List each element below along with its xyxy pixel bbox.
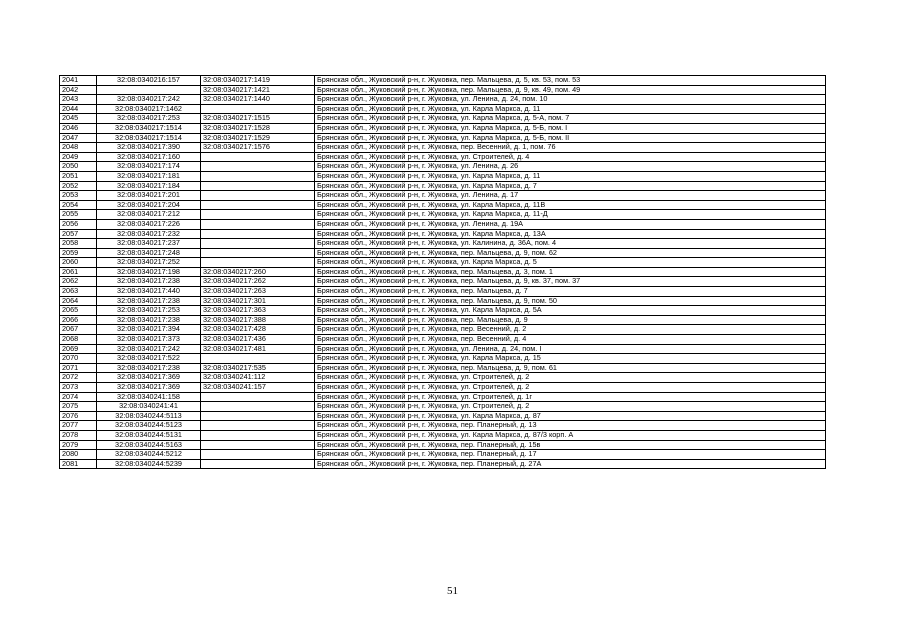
- row-number-cell: 2061: [60, 267, 97, 277]
- cadastral-number-cell: [201, 392, 315, 402]
- table-row: [60, 114, 826, 124]
- table-row: [60, 421, 826, 431]
- parent-cadastral-number-cell: [97, 85, 201, 95]
- cadastral-number-cell: [201, 450, 315, 460]
- table-row: [60, 392, 826, 402]
- table-row: [60, 76, 826, 86]
- row-number-cell: 2067: [60, 325, 97, 335]
- cadastral-number-cell: [201, 402, 315, 412]
- table-row: [60, 335, 826, 345]
- table-row: [60, 430, 826, 440]
- cadastral-number-cell: [201, 152, 315, 162]
- cadastral-number-cell: 32:08:0340217:301: [201, 296, 315, 306]
- row-number-cell: 2065: [60, 306, 97, 316]
- cadastral-number-cell: 32:08:0340217:1528: [201, 123, 315, 133]
- cadastral-number-cell: [201, 239, 315, 249]
- cadastral-number-cell: [201, 191, 315, 201]
- cadastral-number-cell: 32:08:0340217:1421: [201, 85, 315, 95]
- table-row: [60, 162, 826, 172]
- register-table-body: [60, 76, 826, 469]
- row-number-cell: 2073: [60, 383, 97, 393]
- cadastral-number-cell: 32:08:0340217:262: [201, 277, 315, 287]
- parent-cadastral-number-cell: 32:08:0340217:238: [97, 277, 201, 287]
- address-cell: Брянская обл., Жуковский р-н, г. Жуковка, ул. Строителей, д. 2: [315, 373, 826, 383]
- table-row: [60, 104, 826, 114]
- parent-cadastral-number-cell: 32:08:0340244:5123: [97, 421, 201, 431]
- cadastral-number-cell: 32:08:0340217:263: [201, 287, 315, 297]
- table-row: [60, 219, 826, 229]
- cadastral-number-cell: 32:08:0340217:388: [201, 315, 315, 325]
- cadastral-number-cell: [201, 171, 315, 181]
- table-row: [60, 344, 826, 354]
- table-row: [60, 402, 826, 412]
- cadastral-number-cell: [201, 200, 315, 210]
- table-row: [60, 296, 826, 306]
- table-row: [60, 181, 826, 191]
- row-number-cell: 2075: [60, 402, 97, 412]
- cadastral-number-cell: 32:08:0340217:428: [201, 325, 315, 335]
- address-cell: Брянская обл., Жуковский р-н, г. Жуковка, ул. Ленина, д. 24, пом. I: [315, 344, 826, 354]
- row-number-cell: 2054: [60, 200, 97, 210]
- parent-cadastral-number-cell: 32:08:0340217:238: [97, 296, 201, 306]
- cadastral-number-cell: [201, 411, 315, 421]
- table-row: [60, 133, 826, 143]
- table-row: [60, 229, 826, 239]
- table-row: [60, 287, 826, 297]
- table-row: [60, 191, 826, 201]
- parent-cadastral-number-cell: 32:08:0340217:198: [97, 267, 201, 277]
- address-cell: Брянская обл., Жуковский р-н, г. Жуковка, ул. Строителей, д. 2: [315, 402, 826, 412]
- address-cell: Брянская обл., Жуковский р-н, г. Жуковка, пер. Мальцева, д. 9: [315, 315, 826, 325]
- parent-cadastral-number-cell: 32:08:0340217:232: [97, 229, 201, 239]
- address-cell: Брянская обл., Жуковский р-н, г. Жуковка, пер. Мальцева, д. 9, пом. 50: [315, 296, 826, 306]
- cadastral-number-cell: 32:08:0340217:1529: [201, 133, 315, 143]
- cadastral-number-cell: 32:08:0340217:260: [201, 267, 315, 277]
- parent-cadastral-number-cell: 32:08:0340217:204: [97, 200, 201, 210]
- row-number-cell: 2078: [60, 430, 97, 440]
- table-row: [60, 200, 826, 210]
- row-number-cell: 2059: [60, 248, 97, 258]
- parent-cadastral-number-cell: 32:08:0340244:5239: [97, 459, 201, 469]
- cadastral-number-cell: 32:08:0340217:1515: [201, 114, 315, 124]
- table-row: [60, 325, 826, 335]
- parent-cadastral-number-cell: 32:08:0340241:41: [97, 402, 201, 412]
- cadastral-number-cell: [201, 258, 315, 268]
- parent-cadastral-number-cell: 32:08:0340217:390: [97, 143, 201, 153]
- table-row: [60, 239, 826, 249]
- table-row: [60, 258, 826, 268]
- table-row: [60, 354, 826, 364]
- parent-cadastral-number-cell: 32:08:0340217:253: [97, 306, 201, 316]
- row-number-cell: 2056: [60, 219, 97, 229]
- address-cell: Брянская обл., Жуковский р-н, г. Жуковка, пер. Планерный, д. 15в: [315, 440, 826, 450]
- cadastral-number-cell: [201, 248, 315, 258]
- row-number-cell: 2045: [60, 114, 97, 124]
- row-number-cell: 2062: [60, 277, 97, 287]
- page-number: 51: [447, 585, 458, 597]
- row-number-cell: 2068: [60, 335, 97, 345]
- address-cell: Брянская обл., Жуковский р-н, г. Жуковка, пер. Мальцева, д. 7: [315, 287, 826, 297]
- address-cell: Брянская обл., Жуковский р-н, г. Жуковка, ул. Карла Маркса, д. 5: [315, 258, 826, 268]
- cadastral-number-cell: [201, 354, 315, 364]
- row-number-cell: 2042: [60, 85, 97, 95]
- cadastral-number-cell: 32:08:0340217:363: [201, 306, 315, 316]
- parent-cadastral-number-cell: 32:08:0340217:237: [97, 239, 201, 249]
- address-cell: Брянская обл., Жуковский р-н, г. Жуковка, ул. Строителей, д. 1г: [315, 392, 826, 402]
- cadastral-number-cell: 32:08:0340217:1576: [201, 143, 315, 153]
- row-number-cell: 2041: [60, 76, 97, 86]
- row-number-cell: 2077: [60, 421, 97, 431]
- cadastral-number-cell: [201, 229, 315, 239]
- parent-cadastral-number-cell: 32:08:0340217:1462: [97, 104, 201, 114]
- cadastral-number-cell: 32:08:0340217:535: [201, 363, 315, 373]
- table-row: [60, 123, 826, 133]
- parent-cadastral-number-cell: 32:08:0340217:1514: [97, 123, 201, 133]
- cadastral-number-cell: [201, 104, 315, 114]
- address-cell: Брянская обл., Жуковский р-н, г. Жуковка, ул. Ленина, д. 19А: [315, 219, 826, 229]
- table-row: [60, 450, 826, 460]
- address-cell: Брянская обл., Жуковский р-н, г. Жуковка, пер. Мальцева, д. 9, кв. 49, пом. 49: [315, 85, 826, 95]
- cadastral-number-cell: [201, 430, 315, 440]
- parent-cadastral-number-cell: 32:08:0340217:226: [97, 219, 201, 229]
- cadastral-number-cell: [201, 210, 315, 220]
- address-cell: Брянская обл., Жуковский р-н, г. Жуковка, ул. Карла Маркса, д. 15: [315, 354, 826, 364]
- table-row: [60, 248, 826, 258]
- table-row: [60, 95, 826, 105]
- parent-cadastral-number-cell: 32:08:0340217:253: [97, 114, 201, 124]
- address-cell: Брянская обл., Жуковский р-н, г. Жуковка, ул. Карла Маркса, д. 11: [315, 104, 826, 114]
- address-cell: Брянская обл., Жуковский р-н, г. Жуковка, ул. Карла Маркса, д. 5-Б, пом. I: [315, 123, 826, 133]
- cadastral-number-cell: [201, 421, 315, 431]
- address-cell: Брянская обл., Жуковский р-н, г. Жуковка, ул. Карла Маркса, д. 11В: [315, 200, 826, 210]
- address-cell: Брянская обл., Жуковский р-н, г. Жуковка, ул. Строителей, д. 2: [315, 383, 826, 393]
- row-number-cell: 2064: [60, 296, 97, 306]
- row-number-cell: 2071: [60, 363, 97, 373]
- table-row: [60, 459, 826, 469]
- table-row: [60, 277, 826, 287]
- address-cell: Брянская обл., Жуковский р-н, г. Жуковка, ул. Карла Маркса, д. 11-Д: [315, 210, 826, 220]
- address-cell: Брянская обл., Жуковский р-н, г. Жуковка, ул. Калинина, д. 36А, пом. 4: [315, 239, 826, 249]
- parent-cadastral-number-cell: 32:08:0340217:394: [97, 325, 201, 335]
- row-number-cell: 2051: [60, 171, 97, 181]
- row-number-cell: 2055: [60, 210, 97, 220]
- cadastral-number-cell: 32:08:0340217:1440: [201, 95, 315, 105]
- row-number-cell: 2074: [60, 392, 97, 402]
- row-number-cell: 2048: [60, 143, 97, 153]
- address-cell: Брянская обл., Жуковский р-н, г. Жуковка, пер. Весенний, д. 4: [315, 335, 826, 345]
- cadastral-number-cell: [201, 459, 315, 469]
- parent-cadastral-number-cell: 32:08:0340217:373: [97, 335, 201, 345]
- parent-cadastral-number-cell: 32:08:0340241:158: [97, 392, 201, 402]
- address-cell: Брянская обл., Жуковский р-н, г. Жуковка, ул. Ленина, д. 26: [315, 162, 826, 172]
- cadastral-number-cell: 32:08:0340217:1419: [201, 76, 315, 86]
- address-cell: Брянская обл., Жуковский р-н, г. Жуковка, пер. Мальцева, д. 3, пом. 1: [315, 267, 826, 277]
- table-row: [60, 315, 826, 325]
- address-cell: Брянская обл., Жуковский р-н, г. Жуковка, ул. Карла Маркса, д. 11: [315, 171, 826, 181]
- cadastral-number-cell: [201, 181, 315, 191]
- parent-cadastral-number-cell: 32:08:0340217:238: [97, 315, 201, 325]
- row-number-cell: 2046: [60, 123, 97, 133]
- address-cell: Брянская обл., Жуковский р-н, г. Жуковка, ул. Карла Маркса, д. 13А: [315, 229, 826, 239]
- address-cell: Брянская обл., Жуковский р-н, г. Жуковка, ул. Карла Маркса, д. 5-Б, пом. II: [315, 133, 826, 143]
- row-number-cell: 2052: [60, 181, 97, 191]
- table-row: [60, 411, 826, 421]
- cadastral-number-cell: 32:08:0340217:481: [201, 344, 315, 354]
- row-number-cell: 2043: [60, 95, 97, 105]
- parent-cadastral-number-cell: 32:08:0340217:242: [97, 344, 201, 354]
- table-row: [60, 152, 826, 162]
- parent-cadastral-number-cell: 32:08:0340216:157: [97, 76, 201, 86]
- address-cell: Брянская обл., Жуковский р-н, г. Жуковка, пер. Весенний, д. 1, пом. 76: [315, 143, 826, 153]
- parent-cadastral-number-cell: 32:08:0340244:5163: [97, 440, 201, 450]
- table-row: [60, 171, 826, 181]
- row-number-cell: 2076: [60, 411, 97, 421]
- parent-cadastral-number-cell: 32:08:0340217:201: [97, 191, 201, 201]
- parent-cadastral-number-cell: 32:08:0340217:252: [97, 258, 201, 268]
- row-number-cell: 2050: [60, 162, 97, 172]
- address-cell: Брянская обл., Жуковский р-н, г. Жуковка, ул. Карла Маркса, д. 87/3 корп. А: [315, 430, 826, 440]
- row-number-cell: 2081: [60, 459, 97, 469]
- parent-cadastral-number-cell: 32:08:0340217:242: [97, 95, 201, 105]
- table-row: [60, 383, 826, 393]
- table-row: [60, 210, 826, 220]
- parent-cadastral-number-cell: 32:08:0340217:184: [97, 181, 201, 191]
- row-number-cell: 2057: [60, 229, 97, 239]
- parent-cadastral-number-cell: 32:08:0340217:174: [97, 162, 201, 172]
- parent-cadastral-number-cell: 32:08:0340217:248: [97, 248, 201, 258]
- parent-cadastral-number-cell: 32:08:0340217:160: [97, 152, 201, 162]
- table-row: [60, 267, 826, 277]
- parent-cadastral-number-cell: 32:08:0340217:369: [97, 383, 201, 393]
- row-number-cell: 2066: [60, 315, 97, 325]
- cadastral-number-cell: 32:08:0340241:157: [201, 383, 315, 393]
- address-cell: Брянская обл., Жуковский р-н, г. Жуковка, ул. Карла Маркса, д. 87: [315, 411, 826, 421]
- parent-cadastral-number-cell: 32:08:0340217:238: [97, 363, 201, 373]
- row-number-cell: 2070: [60, 354, 97, 364]
- row-number-cell: 2063: [60, 287, 97, 297]
- row-number-cell: 2080: [60, 450, 97, 460]
- address-cell: Брянская обл., Жуковский р-н, г. Жуковка, пер. Мальцева, д. 9, кв. 37, пом. 37: [315, 277, 826, 287]
- cadastral-register-table: [59, 75, 826, 469]
- table-row: [60, 373, 826, 383]
- row-number-cell: 2072: [60, 373, 97, 383]
- row-number-cell: 2069: [60, 344, 97, 354]
- parent-cadastral-number-cell: 32:08:0340217:522: [97, 354, 201, 364]
- row-number-cell: 2060: [60, 258, 97, 268]
- table-row: [60, 306, 826, 316]
- row-number-cell: 2049: [60, 152, 97, 162]
- address-cell: Брянская обл., Жуковский р-н, г. Жуковка, ул. Ленина, д. 24, пом. 10: [315, 95, 826, 105]
- table-row: [60, 363, 826, 373]
- row-number-cell: 2047: [60, 133, 97, 143]
- address-cell: Брянская обл., Жуковский р-н, г. Жуковка, пер. Мальцева, д. 9, пом. 61: [315, 363, 826, 373]
- row-number-cell: 2044: [60, 104, 97, 114]
- table-row: [60, 85, 826, 95]
- cadastral-number-cell: [201, 440, 315, 450]
- address-cell: Брянская обл., Жуковский р-н, г. Жуковка, пер. Мальцева, д. 5, кв. 53, пом. 53: [315, 76, 826, 86]
- parent-cadastral-number-cell: 32:08:0340217:1514: [97, 133, 201, 143]
- cadastral-number-cell: [201, 162, 315, 172]
- address-cell: Брянская обл., Жуковский р-н, г. Жуковка, ул. Карла Маркса, д. 7: [315, 181, 826, 191]
- row-number-cell: 2079: [60, 440, 97, 450]
- address-cell: Брянская обл., Жуковский р-н, г. Жуковка, ул. Карла Маркса, д. 5-А, пом. 7: [315, 114, 826, 124]
- cadastral-number-cell: 32:08:0340217:436: [201, 335, 315, 345]
- parent-cadastral-number-cell: 32:08:0340217:369: [97, 373, 201, 383]
- address-cell: Брянская обл., Жуковский р-н, г. Жуковка, пер. Планерный, д. 13: [315, 421, 826, 431]
- address-cell: Брянская обл., Жуковский р-н, г. Жуковка, пер. Планерный, д. 27А: [315, 459, 826, 469]
- address-cell: Брянская обл., Жуковский р-н, г. Жуковка, пер. Мальцева, д. 9, пом. 62: [315, 248, 826, 258]
- cadastral-number-cell: 32:08:0340241:112: [201, 373, 315, 383]
- address-cell: Брянская обл., Жуковский р-н, г. Жуковка, ул. Карла Маркса, д. 5А: [315, 306, 826, 316]
- table-row: [60, 440, 826, 450]
- parent-cadastral-number-cell: 32:08:0340244:5113: [97, 411, 201, 421]
- parent-cadastral-number-cell: 32:08:0340217:440: [97, 287, 201, 297]
- address-cell: Брянская обл., Жуковский р-н, г. Жуковка, ул. Строителей, д. 4: [315, 152, 826, 162]
- parent-cadastral-number-cell: 32:08:0340244:5131: [97, 430, 201, 440]
- address-cell: Брянская обл., Жуковский р-н, г. Жуковка, пер. Планерный, д. 17: [315, 450, 826, 460]
- table-row: [60, 143, 826, 153]
- row-number-cell: 2053: [60, 191, 97, 201]
- parent-cadastral-number-cell: 32:08:0340244:5212: [97, 450, 201, 460]
- parent-cadastral-number-cell: 32:08:0340217:181: [97, 171, 201, 181]
- parent-cadastral-number-cell: 32:08:0340217:212: [97, 210, 201, 220]
- address-cell: Брянская обл., Жуковский р-н, г. Жуковка, ул. Ленина, д. 17: [315, 191, 826, 201]
- address-cell: Брянская обл., Жуковский р-н, г. Жуковка, пер. Весенний, д. 2: [315, 325, 826, 335]
- row-number-cell: 2058: [60, 239, 97, 249]
- cadastral-number-cell: [201, 219, 315, 229]
